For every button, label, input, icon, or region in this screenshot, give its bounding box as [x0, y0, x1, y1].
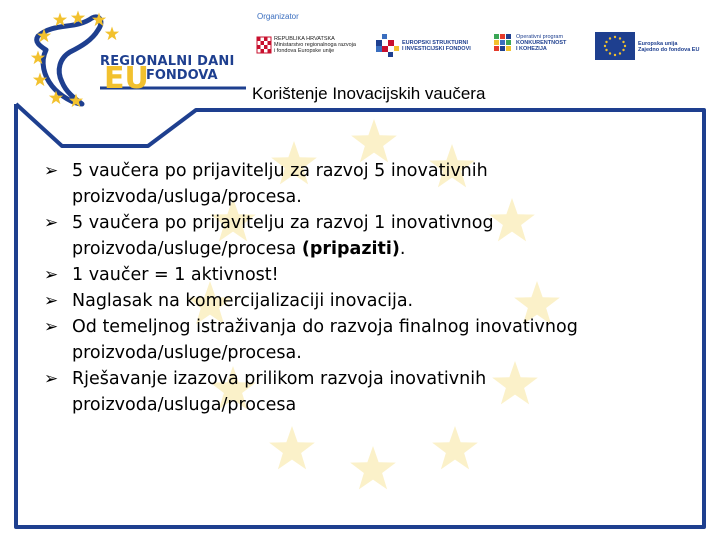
bullet-text-bold: (pripaziti): [301, 239, 400, 259]
logo-title-line2: FONDOVA: [146, 68, 218, 83]
esi-funds-flag-icon: [376, 34, 399, 57]
bullet-item: [42, 158, 652, 210]
bullet-item: [42, 288, 652, 314]
sponsor-eu-line2: Zajedno do fondova EU: [638, 47, 700, 53]
arrow-bullet-icon: ➢: [44, 291, 59, 311]
croatian-coat-of-arms-icon: [257, 37, 271, 53]
bullet-item: [42, 314, 652, 366]
sponsor-esi-line1: EUROPSKI STRUKTURNI: [402, 40, 469, 46]
sponsor-ministry: [274, 36, 356, 54]
bullet-item: [42, 262, 652, 288]
arrow-bullet-icon: ➢: [44, 213, 59, 233]
bullet-item: [42, 366, 652, 418]
logo-title-line1: REGIONALNI DANI: [100, 54, 235, 69]
bullet-text-after: .: [399, 239, 406, 259]
bullet-text: 1 vaučer = 1 aktivnost!: [72, 265, 279, 285]
sponsor-ministry-line3: i fondova Europske unije: [274, 48, 335, 54]
sponsor-esi-line2: I INVESTICIJSKI FONDOVI: [402, 46, 471, 52]
sponsor-opcc: [516, 34, 566, 52]
sponsor-ministry-line1: REPUBLIKA HRVATSKA: [274, 36, 335, 42]
bullet-list: [42, 158, 652, 418]
sponsor-opcc-line2: KONKURENTNOST: [516, 40, 567, 46]
arrow-bullet-icon: ➢: [44, 317, 59, 337]
organizer-label: Organizator: [257, 12, 299, 21]
opcc-logo-icon: [494, 34, 511, 51]
bullet-text: 5 vaučera po prijavitelju za razvoj 5 inovativnih proizvoda/usluga/procesa.: [72, 161, 488, 207]
bullet-text: Rješavanje izazova prilikom razvoja inovativnih proizvoda/usluga/procesa: [72, 369, 487, 415]
arrow-bullet-icon: ➢: [44, 265, 59, 285]
sponsor-opcc-line1: Operativni program: [516, 34, 564, 40]
bullet-item: [42, 210, 652, 262]
bullet-text: Naglasak na komercijalizaciji inovacija.: [72, 291, 414, 311]
arrow-bullet-icon: ➢: [44, 161, 59, 181]
sponsor-opcc-line3: I KOHEZIJA: [516, 46, 547, 52]
bullet-text: Od temeljnog istraživanja do razvoja finalnog inovativnog proizvoda/usluge/procesa.: [72, 317, 578, 363]
sponsor-eu: [638, 41, 699, 53]
croatia-map-icon: [37, 17, 101, 104]
slide-title: Korištenje Inovacijskih vaučera: [252, 84, 486, 103]
arrow-bullet-icon: ➢: [44, 369, 59, 389]
sponsor-ministry-line2: Ministarstvo regionalnoga razvoja: [274, 42, 356, 48]
bullet-text: 5 vaučera po prijavitelju za razvoj 1 inovativnog proizvoda/usluge/procesa: [72, 213, 494, 259]
logo-eu: EU: [104, 61, 149, 96]
eu-flag-icon: [595, 32, 635, 60]
sponsor-esi-funds: [402, 40, 471, 52]
sponsor-eu-line1: Europska unija: [638, 41, 678, 47]
